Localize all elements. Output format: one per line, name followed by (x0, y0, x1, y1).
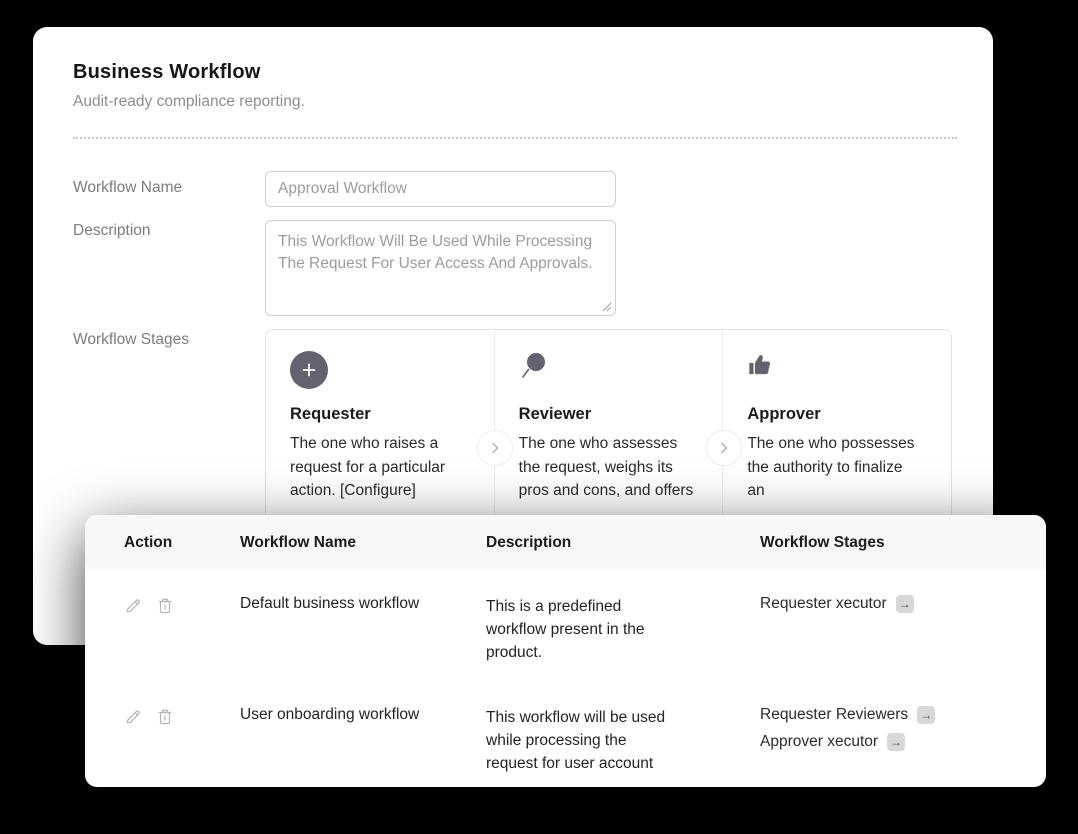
stage-chip-label: Requester Reviewers (760, 706, 909, 723)
row-actions (124, 595, 240, 664)
arrow-right-badge[interactable] (896, 595, 914, 613)
stage-description: The one who possesses the authority to finalize an (747, 435, 915, 499)
stage-chip (760, 595, 1046, 613)
delete-button[interactable] (156, 707, 174, 726)
cell-description: This workflow will be used while processing the request for user account (486, 709, 666, 772)
table-row (85, 681, 1046, 787)
configure-link[interactable]: [Configure] (339, 482, 416, 499)
cell-workflow-name: User onboarding workflow (240, 706, 420, 723)
cell-workflow-stages (760, 706, 1046, 775)
stage-title: Requester (290, 405, 371, 423)
col-header-description: Description (486, 533, 572, 551)
cell-workflow-stages (760, 595, 1046, 664)
chevron-right-icon (489, 442, 501, 454)
description-label: Description (73, 222, 151, 239)
edit-button[interactable] (124, 596, 143, 615)
page-title: Business Workflow (73, 61, 261, 83)
trash-icon (156, 596, 174, 615)
stage-chip (760, 706, 1046, 724)
stage-chip (760, 733, 1046, 751)
arrow-right-icon: → (890, 735, 903, 749)
arrow-right-icon: → (898, 597, 911, 611)
stage-chip-label: Approver xecutor (760, 733, 879, 750)
cell-description: This is a predefined workflow present in the product. (486, 598, 645, 661)
row-actions (124, 706, 240, 775)
trash-icon (156, 707, 174, 726)
col-header-workflow-stages: Workflow Stages (760, 533, 885, 551)
col-header-action: Action (124, 533, 173, 551)
arrow-right-badge[interactable] (887, 733, 905, 751)
arrow-right-icon: → (920, 708, 933, 722)
stage-title: Reviewer (518, 405, 592, 423)
magnifier-icon (519, 351, 557, 389)
description-row (73, 220, 957, 316)
thumbs-up-icon (747, 351, 785, 389)
workflow-table-card (85, 515, 1046, 787)
workflow-name-row (73, 171, 957, 207)
cell-workflow-name: Default business workflow (240, 595, 420, 612)
table-header (85, 515, 1046, 570)
stage-description (290, 432, 470, 503)
page-subtitle: Audit-ready compliance reporting. (73, 93, 305, 110)
edit-button[interactable] (124, 707, 143, 726)
col-header-workflow-name: Workflow Name (240, 533, 356, 551)
workflow-name-label: Workflow Name (73, 179, 183, 196)
next-stage-button[interactable] (477, 430, 513, 466)
pencil-icon (124, 596, 143, 615)
dotted-divider (73, 137, 957, 139)
stage-description-text: The one who raises a request for a particular action. (290, 435, 446, 499)
resize-handle-icon[interactable] (602, 302, 612, 312)
workflow-name-input[interactable] (265, 171, 616, 207)
arrow-right-badge[interactable] (917, 706, 935, 724)
description-textarea[interactable] (265, 220, 616, 316)
plus-circle-icon (290, 351, 328, 389)
workflow-stages-label: Workflow Stages (73, 331, 190, 348)
chevron-right-icon (718, 442, 730, 454)
pencil-icon (124, 707, 143, 726)
stage-title: Approver (747, 405, 821, 423)
stage-description: The one who assesses the request, weighs its pros and cons, and offers (518, 435, 694, 499)
stage-chip-label: Requester xecutor (760, 595, 887, 612)
next-stage-button[interactable] (706, 430, 742, 466)
table-row (85, 570, 1046, 681)
delete-button[interactable] (156, 596, 174, 615)
